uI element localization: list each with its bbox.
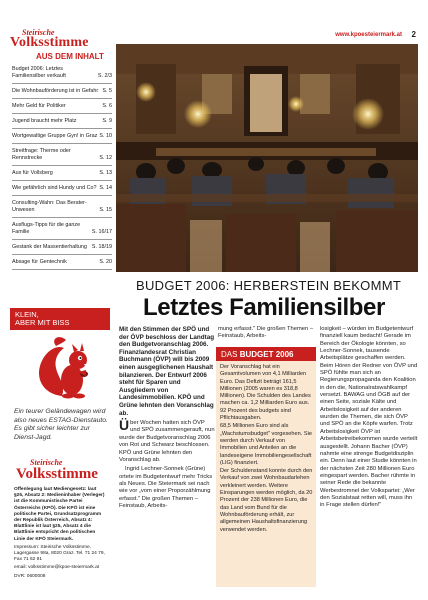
toc-item-text: Wie gefährlich sind Hundy und Co? xyxy=(12,185,97,191)
toc-item[interactable] xyxy=(12,88,112,99)
article-body-2-continued: mung erfasst." Die großen Themen – Feinstaub, Arbeits- xyxy=(218,326,314,340)
toc-item-page: S. 5 xyxy=(102,88,112,94)
toc-item[interactable] xyxy=(12,259,112,270)
toc-item-page: S. 2/3 xyxy=(97,73,112,79)
masthead-small-text: Steirische xyxy=(22,28,55,37)
article-body-2: Ingrid Lechner-Sonnek (Grüne) ortete im Budgetentwurf mehr Tricks als Neues. Die Steiermark sei nach wie vor „vom einer Proporzählmung erfasst." Die großen Themen – Feinstaub, Arbeits- xyxy=(119,466,213,509)
impressum-dvr: DVR: 0600008 xyxy=(14,573,46,579)
article-column-2-top xyxy=(218,326,314,341)
masthead-logo xyxy=(10,28,110,50)
article-kicker: BUDGET 2006: HERBERSTEIN BEKOMMT xyxy=(136,278,402,293)
masthead-title: Volksstimme xyxy=(10,35,89,50)
budget-info-para-3: Der Schuldenstand konnte durch den Verkauf von zwei Wohnbaudarlehen verkleinert werden. Weitere Einsparungen werden möglich, da 20 Prozent der 238 Millionen Euro, die das Land vom Bund für die Wohnbauförderung erhält, zur allgemeinen Haushaltsfinanzierung verwendet werden. xyxy=(220,468,313,533)
toc-item-page: S. 13 xyxy=(99,170,112,176)
toc-item-page: S. 18/19 xyxy=(91,244,112,250)
article-column-3: losigkeit – würden im Budgetentwurf finanziell kaum bedacht! Gerade im Bereich der Ökologie könnten, so Lechner-Sonnek, tausende Arbeitsplätze geschaffen werden. Beim Hören der Redner von ÖVP und SPÖ fühlte man sich an Regierungspropaganda den Koalition in den die, Nationalratswahlkampf versetzt. BAWAG und ÖGB auf der einen Seite, soziale Kälte und Arbeitslosigkeit auf der anderen wurden die Themen, die sich ÖVP und SPÖ an die Köpfe warfen. Trotz Arbeitslosigkeit ÖVP ist Arbeitsbetreibekommen wurde verteilt ausgestellt. Johann Bacher (ÖVP) nahmte eine strenge Budgetdisziplin ein. Denn laut einer Studie könnten in der nächsten Zeit 280 Millionen Euro eingespart werden. Bacher rühmte in seiner Rede die bekannte Werbestromnel der Volkspartei: „Wer den Sozialstaat retten will, muss ihn in Frage stellen dürfen!" xyxy=(320,326,418,509)
toc-item[interactable] xyxy=(12,244,112,255)
landtag-session-photo xyxy=(116,44,418,272)
impressum-disclosure: Offenlegung laut Mediengesetz: laut §25, Absatz 2: Medieninhaber (Verleger) ist die Kommunistische Partei Österreichs (KPÖ). Die KPÖ ist eine politische Partei, Grundsatzprogramm der Republik Österreich, Absatz 4: Blattlinie ist laut §25, Absatz 4 die Blattlinie entspricht den politischen Linie der KPÖ Steiermark. xyxy=(14,487,105,542)
impressum-text xyxy=(14,487,106,582)
impressum-address: Impressum: Steirische Volksstimme, Lagergasse 98a, 8020 Graz. Tel. 71 24 79, Fax 71 62 91 xyxy=(14,544,105,563)
column-text: Ein teurer Geländewagen wird also neues ESTAG-Dienstauto. Es gibt sicher leichter zur Dienst-Jagd. xyxy=(14,408,108,441)
toc-item-page: S. 10 xyxy=(99,133,112,139)
toc-item[interactable] xyxy=(12,200,112,218)
column-header-box xyxy=(10,308,110,330)
toc-item-text: Aus für Vollsberg xyxy=(12,170,53,176)
toc-item-text: Wortgewaltige Gruppe Gyn! in Graz xyxy=(12,133,98,139)
toc-title: AUS DEM INHALT xyxy=(36,52,104,61)
toc-item[interactable] xyxy=(12,118,112,129)
toc-item-text: Budget 2006: Letztes Familiensilber verkauft xyxy=(12,66,66,79)
impressum-logo: Volksstimme xyxy=(16,466,98,482)
website-url[interactable]: www.kpoesteiermark.at xyxy=(335,32,402,38)
toc-item-text: Mehr Geld für Politiker xyxy=(12,103,66,109)
toc-item-page: S. 14 xyxy=(99,185,112,191)
toc-item[interactable] xyxy=(12,103,112,114)
article-body-1: Über Wochen hatten sich ÖVP und SPÖ zusammengerauft, nun wurde der Budgetvoranschlag 2006 von Rot und Schwarz beschlossen. KPÖ und Grüne lehnten den Voranschlag ab. xyxy=(119,417,215,463)
budget-info-body xyxy=(220,364,313,534)
toc-item-text: Jugend braucht mehr Platz xyxy=(12,118,77,124)
toc-item-page: S. 15 xyxy=(99,207,112,213)
impressum-email[interactable]: email: volksstimme@kpoe-steiermark.at xyxy=(14,565,100,571)
toc-item-page: S. 6 xyxy=(102,103,112,109)
toc-item-text: Streitfrage: Therme oder Rennstrecke xyxy=(12,148,71,161)
toc-item-page: S. 16/17 xyxy=(91,229,112,235)
budget-info-title: DAS BUDGET 2006 xyxy=(216,347,316,361)
toc-item[interactable] xyxy=(12,185,112,196)
article-column-1 xyxy=(119,326,215,510)
toc-item-text: Gestank der Massentierhaltung xyxy=(12,244,87,250)
toc-item-page: S. 9 xyxy=(102,118,112,124)
column-header-line2: ABER MIT BISS xyxy=(15,318,70,327)
article-headline: Letztes Familiensilber xyxy=(143,294,385,321)
toc-item-page: S. 12 xyxy=(99,155,112,161)
toc-item-text: Ausflugs-Tipps für die ganze Familie xyxy=(12,222,81,235)
toc-item-text: Die Wohnbauförderung ist in Gefahr xyxy=(12,88,99,94)
impressum-logo-small: Steirische xyxy=(30,458,63,467)
toc-item-text: Absage für Gentechnik xyxy=(12,259,67,265)
column-header-line1: KLEIN, xyxy=(15,310,39,319)
toc-list xyxy=(12,66,112,274)
budget-info-para-2: 68,5 Millionen Euro sind als „Wachstumsbudget" vorgesehen. Sie werden durch Verkauf von Immobilien und Anteilen an die landeseigene Immobiliengesellschaft (LIG) finanziert. xyxy=(220,423,312,466)
toc-item[interactable] xyxy=(12,133,112,144)
toc-item[interactable] xyxy=(12,222,112,240)
toc-item-text: Consulting-Wahn: Das Berater-Unwesen xyxy=(12,200,87,213)
drop-cap: Ü xyxy=(119,417,130,434)
toc-item[interactable] xyxy=(12,170,112,181)
toc-item-page: S. 20 xyxy=(99,259,112,265)
squirrel-illustration xyxy=(14,334,104,404)
page-number: 2 xyxy=(411,30,416,39)
toc-item[interactable] xyxy=(12,66,112,84)
toc-item[interactable] xyxy=(12,148,112,166)
budget-info-para-1: Der Voranschlag hat ein Gesamtvolumen von 4,1 Milliarden Euro. Das Defizit beträgt 161,5 Millionen (2005 waren es 318,8 Millionen). Die Schulden des Landes machen ca. 1,2 Milliarden Euro aus. 92 Prozent des budgets sind Pflichtausgaben. xyxy=(220,364,311,422)
article-lead: Mit den Stimmen der SPÖ und der ÖVP beschloss der Landtag den Budgetvoranschlag 2006. Finanzlandesrat Christian Buchmann (ÖVP) will bis 2009 einen ausgeglichenen Haushalt bilanzieren. Der Entwurf 2006 steht für Sparen und Ausgliedern von Landesimmobilien. KPÖ und Grüne lehnten den Voranschlag ab. xyxy=(119,326,215,417)
